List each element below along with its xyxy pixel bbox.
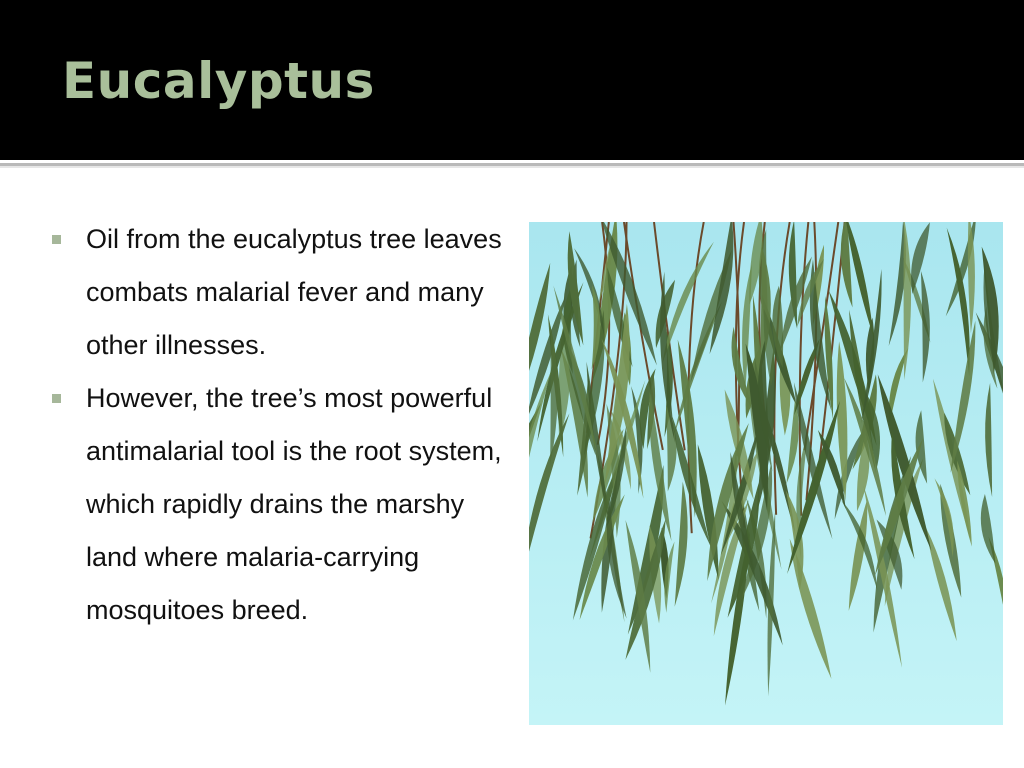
eucalyptus-leaves-photo	[529, 222, 1003, 725]
bullet-item	[48, 372, 508, 637]
bullet-text: Oil from the eucalyptus tree leaves combats malarial fever and many other illnesses.	[86, 224, 502, 360]
divider-line	[0, 160, 1024, 162]
bullet-text: However, the tree’s most powerful antimalarial tool is the root system, which rapidly drains the marshy land where malaria-carrying mosquitoes breed.	[86, 383, 502, 625]
square-bullet-icon	[52, 394, 61, 403]
title-bar	[0, 0, 1024, 160]
divider-line	[0, 166, 1024, 168]
bullet-item	[48, 213, 508, 372]
leaves-illustration	[529, 222, 1003, 725]
square-bullet-icon	[52, 235, 61, 244]
slide-title: Eucalyptus	[62, 52, 375, 110]
bullet-list	[48, 213, 508, 637]
